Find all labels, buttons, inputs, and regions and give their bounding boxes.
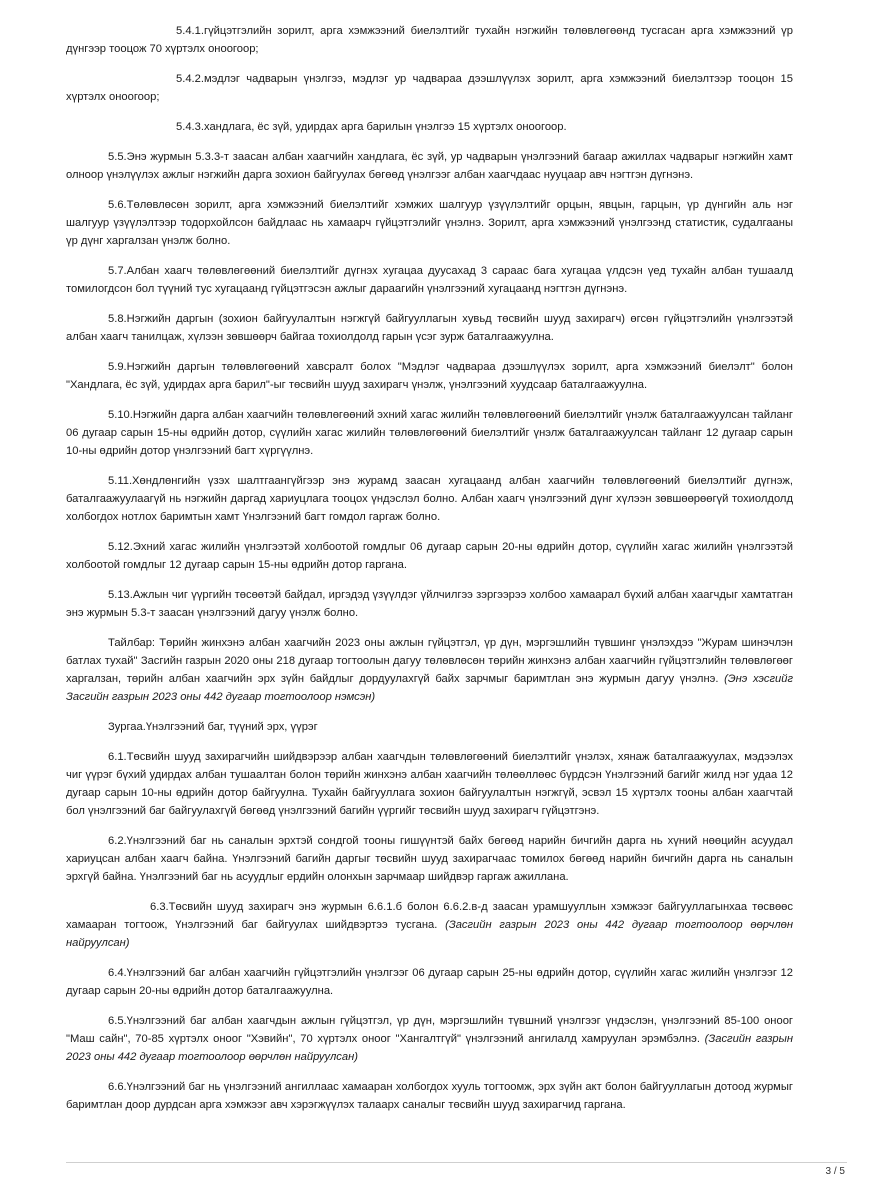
section-heading-6: Зургаа.Үнэлгээний баг, түүний эрх, үүрэг [108, 721, 318, 733]
footer-divider [66, 1162, 847, 1163]
paragraph-5-7: 5.7.Албан хаагч төлөвлөгөөний биелэлтийг дүгнэх хугацаа дуусахад 3 сараас бага хугацаа үлдсэн үед тухайн албан тушаалд томилогдсон бол түүний тус хугацаанд гүйцэтгэсэн ажлыг дараагийн үнэлгээний хугацаанд нэгтгэн дүгнэнэ. [66, 265, 793, 295]
paragraph-5-12: 5.12.Эхний хагас жилийн үнэлгээтэй холбоотой гомдлыг 06 дугаар сарын 20-ны өдрийн дотор, сүүлийн хагас жилийн үнэлгээтэй холбоотой гомдлыг 12 дугаар сарын 15-ны өдрийн дотор гаргана. [66, 541, 793, 571]
paragraph-6-4: 6.4.Үнэлгээний баг албан хаагчийн гүйцэтгэлийн үнэлгээг 06 дугаар сарын 25-ны өдрийн дотор, сүүлийн хагас жилийн үнэлгээг 12 дугаар сарын 20-ны өдрийн дотор баталгаажуулна. [66, 967, 793, 997]
amendment-note: (Засгийн газрын 2023 оны 442 дугаар тогтоолоор өөрчлөн найруулсан) [66, 1033, 794, 1063]
paragraph-5-13: 5.13.Ажлын чиг үүргийн төсөөтэй байдал, иргэдэд үзүүлдэг үйлчилгээ зэргээрээ холбоо хамаарал бүхий албан хаагчдыг хамтатган энэ журмын 5.3-т заасан үнэлгээний дагуу үнэлж болно. [66, 589, 793, 619]
paragraph-5-4-1: 5.4.1.гүйцэтгэлийн зорилт, арга хэмжээний биелэлтийг тухайн нэгжийн төлөвлөгөөнд тусгасан арга хэмжээний үр дүнгээр тооцож 70 хүртэлх оноогоор; [66, 25, 793, 55]
paragraph-5-6: 5.6.Төлөвлөсөн зорилт, арга хэмжээний биелэлтийг хэмжих шалгуур үзүүлэлтийг орцын, явцын, гарцын, үр дүнгийн аль нэг шалгуур үзүүлэлтээр тодорхойлсон байдлаас нь хамаарч гүйцэтгэлийг үнэлнэ. Зорилт, арга хэмжээний үнэлгээнд статистик, судалгааны үр дүнг харгалзан үнэлж болно. [66, 199, 793, 247]
paragraph-5-5: 5.5.Энэ журмын 5.3.3-т заасан албан хаагчийн хандлага, ёс зүй, ур чадварын үнэлгээний багаар ажиллах чадварыг нэгжийн хамт олноор үнэлүүлэх ажлыг нэгжийн дарга зохион байгуулах бөгөөд үнэлгээг албан хаагчдаас нууцаар авч нэгтгэн дүгнэнэ. [66, 151, 793, 181]
paragraph-note: Тайлбар: Төрийн жинхэнэ албан хаагчийн 2023 оны ажлын гүйцэтгэл, үр дүн, мэргэшлийн түвшинг үнэлэхдээ "Журам шинэчлэн батлах тухай" Засгийн газрын 2020 оны 218 дугаар тогтоолын дагуу төлөвлөсөн төрийн жинхэнэ албан хаагчийн гүйцэтгэлийн төлөвлөгөөг харгалзан, төрийн албан хаагчийн эрх зүйн байдлыг дордуулахгүй байх зарчмыг баримтлан энэ журмын дагуу үнэлнэ. (Энэ хэсгийг Засгийн газрын 2023 оны 442 дугаар тогтоолоор нэмсэн) [66, 637, 793, 703]
paragraph-5-11: 5.11.Хөндлөнгийн үзэх шалтгаангүйгээр энэ журамд заасан хугацаанд албан хаагчийн төлөвлөгөөний биелэлтийг дүгнэж, баталгаажуулаагүй нь нэгжийн даргад хариуцлага тооцох үндэслэл болно. Албан хаагч үнэлгээний дүнг хүлээн зөвшөөрөөгүй тохиолдолд холбогдох нотлох баримтын хамт Үнэлгээний багт гомдол гаргаж болно. [66, 475, 793, 523]
amendment-note: (Засгийн газрын 2023 оны 442 дугаар тогтоолоор өөрчлөн найруулсан) [66, 919, 794, 949]
paragraph-6-2: 6.2.Үнэлгээний баг нь саналын эрхтэй сондгой тооны гишүүнтэй байх бөгөөд нарийн бичгийн дарга нь хүний нөөцийн асуудал хариуцсан албан хаагч байна. Үнэлгээний багийн даргыг төсвийн шууд захирагчаас томилох бөгөөд нарийн бичгийн дарга нь саналын эрхгүй байна. Үнэлгээний баг нь асуудлыг ердийн олонхын зарчмаар шийдвэр гаргаж ажиллана. [66, 835, 793, 883]
paragraph-6-6: 6.6.Үнэлгээний баг нь үнэлгээний ангиллаас хамааран холбогдох хууль тогтоомж, эрх зүйн акт болон байгууллагын дотоод журмыг баримтлан доор дурдсан арга хэмжээг авч хэрэгжүүлэх талаарх саналыг төсвийн шууд захирагчид гаргана. [66, 1081, 793, 1111]
amendment-note: (Энэ хэсгийг Засгийн газрын 2023 оны 442 дугаар тогтоолоор нэмсэн) [66, 673, 793, 703]
paragraph-5-8: 5.8.Нэгжийн даргын (зохион байгуулалтын нэгжгүй байгууллагын хувьд төсвийн шууд захирагч) өгсөн гүйцэтгэлийн үнэлгээтэй албан хаагч танилцаж, хүлээн зөвшөөрч байгаа тохиолдолд гарын үсэг зурж баталгаажуулна. [66, 313, 793, 343]
paragraph-5-10: 5.10.Нэгжийн дарга албан хаагчийн төлөвлөгөөний эхний хагас жилийн төлөвлөгөөний биелэлтийг үнэлж баталгаажуулсан тайланг 06 дугаар сарын 15-ны өдрийн дотор, сүүлийн хагас жилийн төлөвлөгөөний биелэлтийг үнэлж баталгаажуулсан тайланг 12 дугаар сарын 10-ны өдрийн дотор үнэлгээний багт хүргүүлнэ. [66, 409, 793, 457]
paragraph-6-5: 6.5.Үнэлгээний баг албан хаагчдын ажлын гүйцэтгэл, үр дүн, мэргэшлийн түвшний үнэлгээг үндэслэн, үнэлгээний 85-100 оноог "Маш сайн", 70-85 хүртэлх оноог "Хэвийн", 70 хүртэлх оноог "Хангалтгүй" үнэлгээний ангилалд хамруулан эрэмбэлнэ. (Засгийн газрын 2023 оны 442 дугаар тогтоолоор өөрчлөн найруулсан) [66, 1015, 794, 1063]
paragraph-5-4-3: 5.4.3.хандлага, ёс зүй, удирдах арга барилын үнэлгээ 15 хүртэлх оноогоор. [176, 121, 567, 133]
paragraph-6-3: 6.3.Төсвийн шууд захирагч энэ журмын 6.6.1.б болон 6.6.2.в-д заасан урамшууллын хэмжээг байгууллагынхаа төсвөөс хамааран тогтоож, Үнэлгээний баг байгуулах шийдвэртээ тусгана. (Засгийн газрын 2023 оны 442 дугаар тогтоолоор өөрчлөн найруулсан) [66, 901, 794, 949]
paragraph-5-9: 5.9.Нэгжийн даргын төлөвлөгөөний хавсралт болох "Мэдлэг чадвараа дээшлүүлэх зорилт, арга хэмжээний биелэлт" болон "Хандлага, ёс зүй, удирдах арга барил"-ыг төсвийн шууд захирагч үнэлж, үнэлгээний хуудсаар баталгаажуулна. [66, 361, 793, 391]
paragraph-5-4-2: 5.4.2.мэдлэг чадварын үнэлгээ, мэдлэг ур чадвараа дээшлүүлэх зорилт, арга хэмжээний биелэлтээр тооцон 15 хүртэлх оноогоор; [66, 73, 793, 103]
page-number: 3 / 5 [825, 1166, 845, 1177]
paragraph-6-1: 6.1.Төсвийн шууд захирагчийн шийдвэрээр албан хаагчдын төлөвлөгөөний биелэлтийг үнэлэх, хянаж баталгаажуулах, мэдээлэх чиг үүрэг бүхий удирдах албан тушаалтан болон төрийн жинхэнэ албан хаагчийн төлөөллөөс бүрдсэн Үнэлгээний багийг жилд нэг удаа 12 дугаар сарын 10-ны өдрийн дотор байгуулна. Тухайн байгууллага зохион байгуулалтын нэгжгүй, эсвэл 15 хүртэлх тооны албан хаагчтай бол үнэлгээний баг байгуулахгүй бөгөөд үнэлгээний багийн үүргийг төсвийн шууд захирагч гүйцэтгэнэ. [66, 751, 793, 817]
